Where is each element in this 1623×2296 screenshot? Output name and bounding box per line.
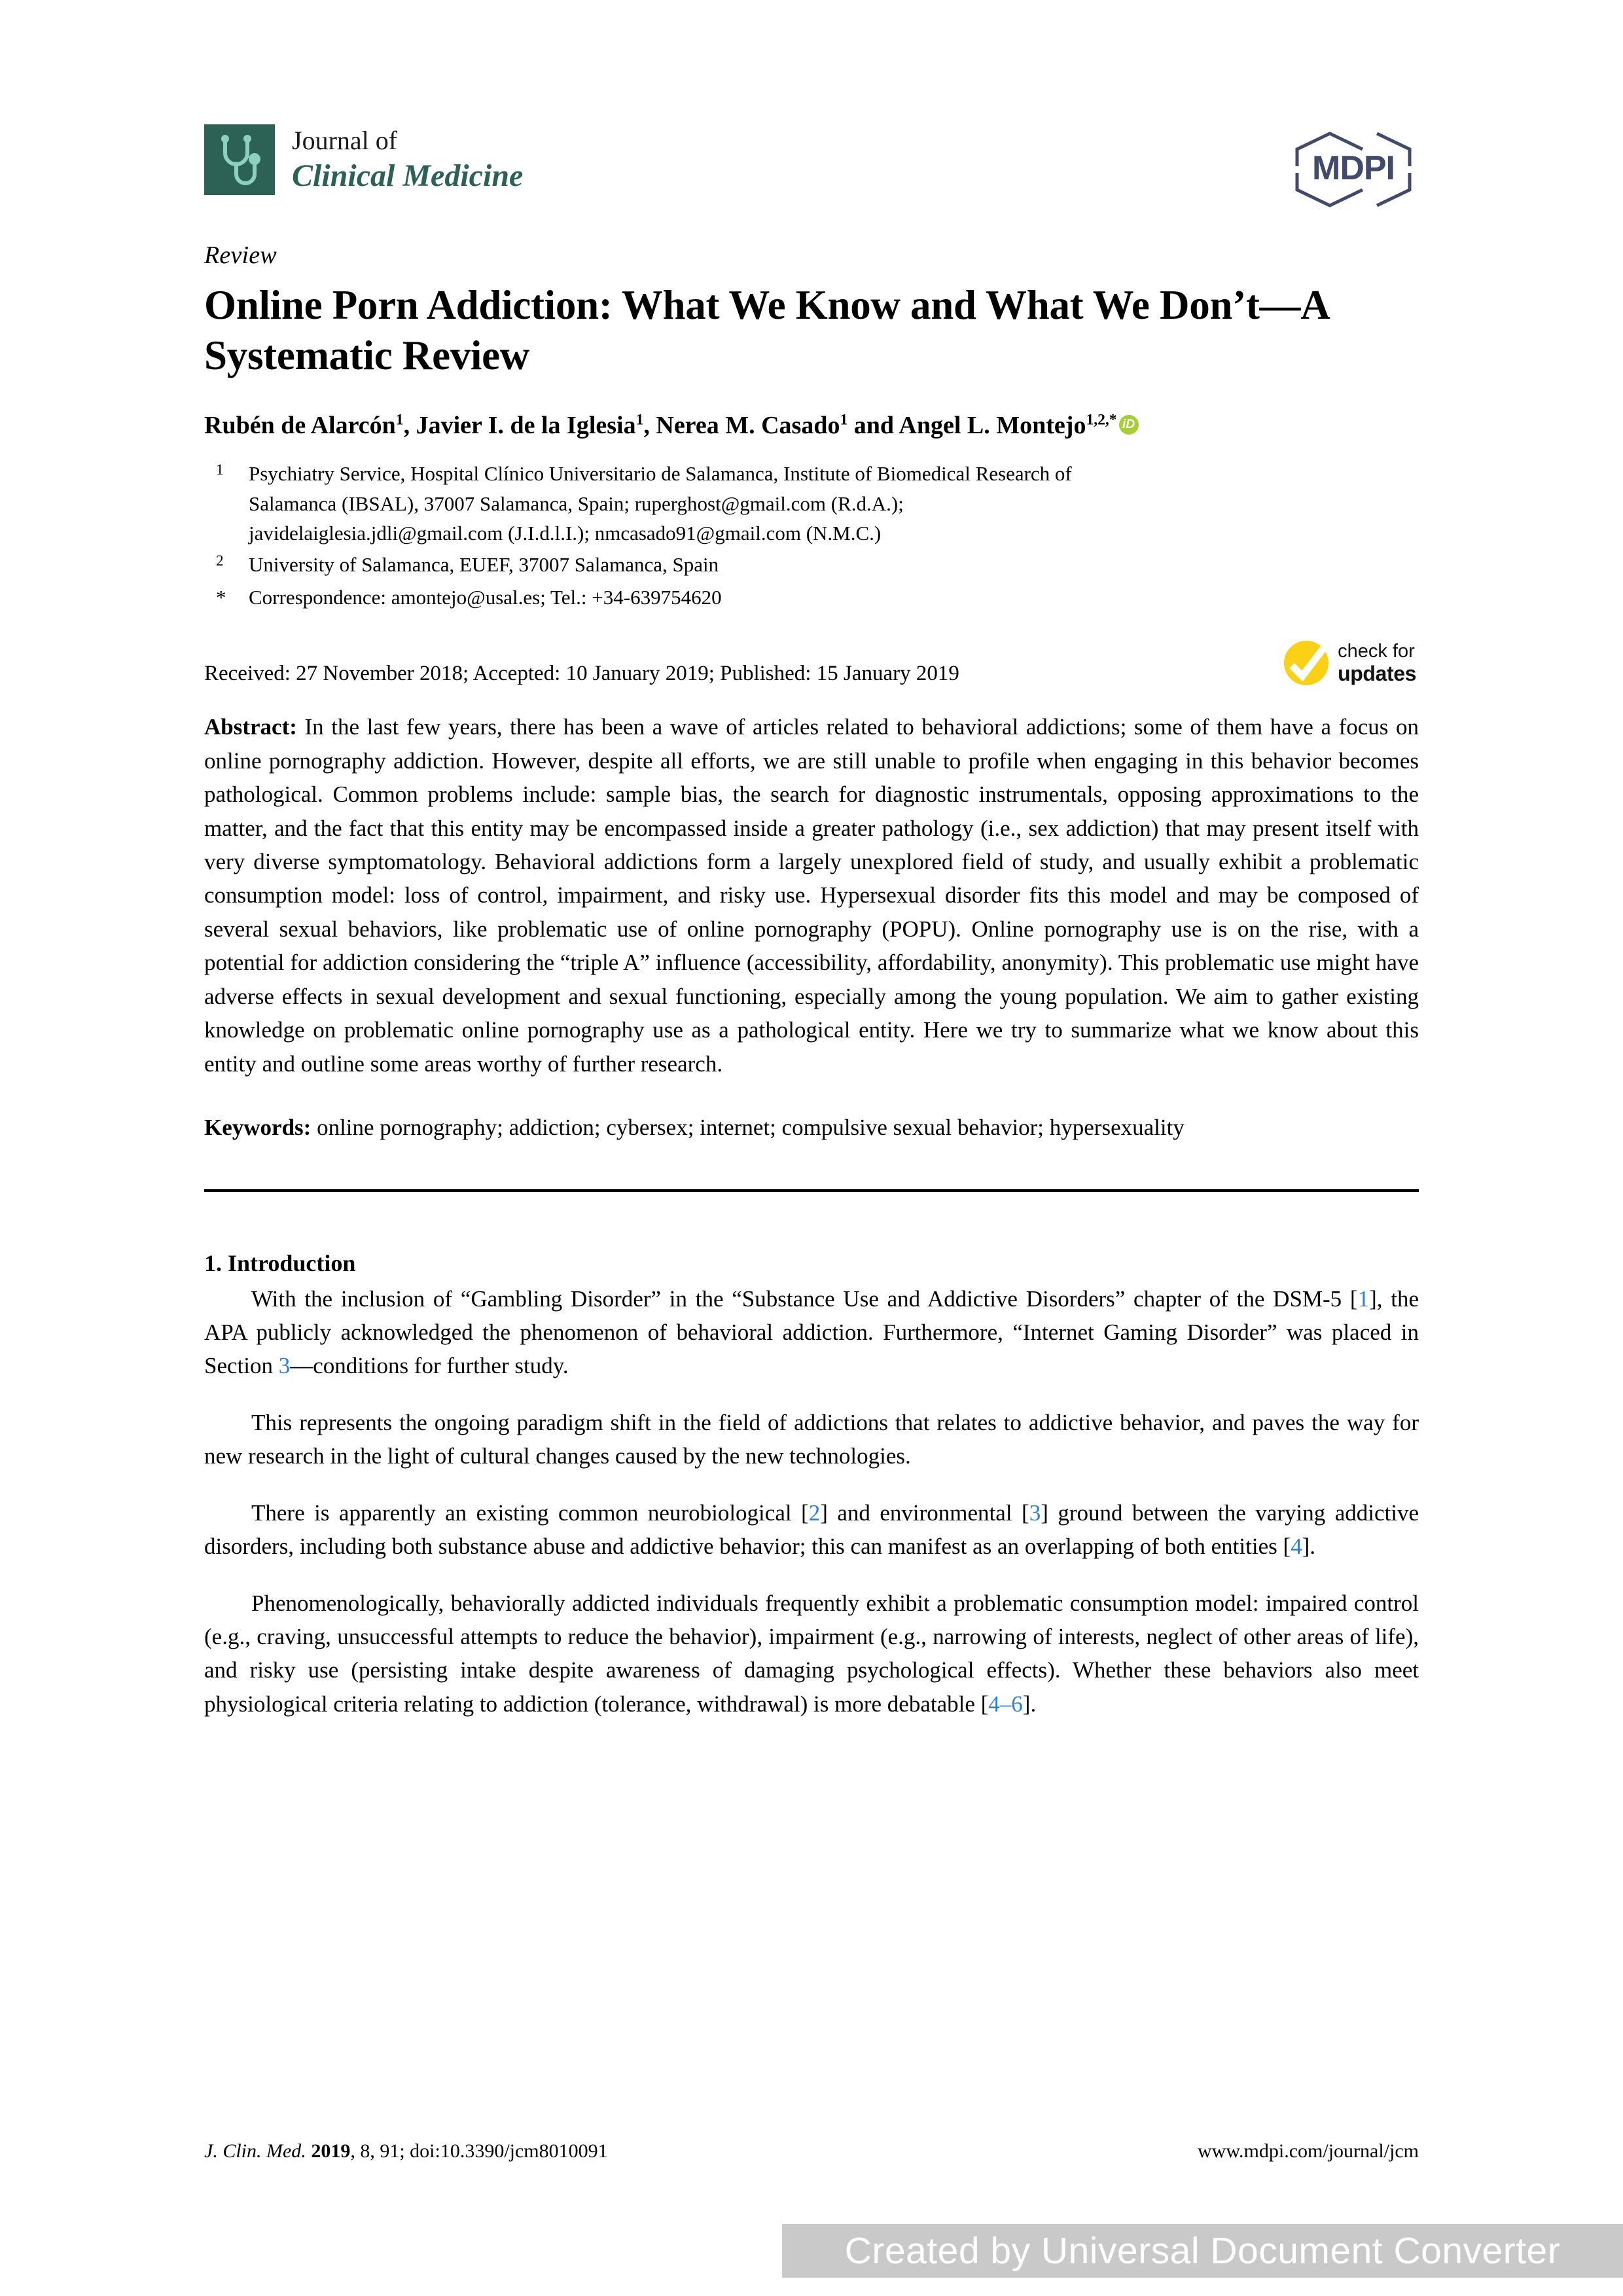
journal-name-line1: Journal of [292,125,398,155]
paragraph: This represents the ongoing paradigm shift in the field of addictions that relates to addictive behavior, and paves the way for new research in the light of cultural changes caused by the new technologies. [204,1409,1419,1469]
page-title: Online Porn Addiction: What We Know and What We Don’t—A Systematic Review [204,282,1328,378]
footer-journal-abbrev: J. Clin. Med. [204,2140,306,2162]
author-name: Nerea M. Casado [656,411,840,439]
author-affiliation-marker: 1 [395,411,404,429]
journal-brand [204,124,523,195]
affiliation-item [204,583,1419,613]
keywords-text: online pornography; addiction; cybersex; internet; compulsive sexual behavior; hypersexuality [317,1115,1185,1141]
affiliation-item [204,550,1419,581]
journal-name-line2: Clinical Medicine [292,158,524,193]
author-name: Javier I. de la Iglesia [416,411,636,439]
dates-row [204,639,1419,687]
author-affiliation-marker: 1 [635,411,644,429]
abstract [204,710,1419,1081]
paragraph: There is apparently an existing common neurobiological [2] and environmental [3] ground between the varying addictive disorders, including both substance abuse and addictive behavior; this can manifest as an overlapping of both entities [4]. [204,1499,1419,1560]
affiliation-line: javidelaiglesia.jdli@gmail.com (J.I.d.l.I.); nmcasado91@gmail.com (N.M.C.) [249,522,882,545]
citation-link[interactable]: 2 [808,1499,821,1526]
watermark-banner: Created by Universal Document Converter [782,2224,1623,2278]
article-type: Review [204,242,277,269]
author-affiliation-marker: 1,2,* [1086,411,1117,429]
author-affiliation-marker: 1 [840,411,848,429]
journal-names [292,126,523,194]
citation-link[interactable]: 1 [1357,1285,1370,1312]
footer-citation-rest: , 8, 91; doi:10.3390/jcm8010091 [350,2140,608,2162]
correspondence-line: Correspondence: amontejo@usal.es; Tel.: +34-639754620 [249,585,722,609]
paragraph: Phenomenologically, behaviorally addicted individuals frequently exhibit a problematic consumption model: impaired control (e.g., craving, unsuccessful attempts to reduce the behavior), impairment (e.g., narrowing of interests, neglect of other areas of life), and risky use (persisting intake despite awareness of damaging psychological effects). Whether these behaviors also meet physiological criteria relating to addiction (tolerance, withdrawal) is more debatable [4–6]. [204,1590,1419,1717]
keywords [204,1111,1419,1144]
footer-citation [204,2140,608,2162]
affiliation-item [204,459,1419,548]
page-footer [204,2140,1419,2162]
keywords-label: Keywords: [204,1115,312,1141]
stethoscope-icon [204,124,275,195]
author-name: Rubén de Alarcón [204,411,396,439]
affiliation-marker: 1 [216,461,224,479]
paragraph: With the inclusion of “Gambling Disorder” in the “Substance Use and Addictive Disorders” chapter of the DSM-5 [1], the APA publicly acknowledged the phenomenon of behavioral addiction. Furthermore, “Internet Gaming Disorder” was placed in Section 3—conditions for further study. [204,1285,1419,1379]
mdpi-logo [1288,130,1419,208]
affiliation-marker: 2 [216,552,224,569]
citation-link[interactable]: 4 [1291,1534,1302,1560]
footer-year: 2019 [311,2140,351,2162]
publication-dates: Received: 27 November 2018; Accepted: 10 January 2019; Published: 15 January 2019 [204,662,959,686]
crossmark-line2: updates [1338,661,1416,685]
affiliation-marker: * [216,585,226,609]
affiliation-line: University of Salamanca, EUEF, 37007 Salamanca, Spain [249,552,719,576]
masthead [204,124,1419,223]
checkmark-icon [1283,639,1330,687]
section-divider [204,1189,1419,1192]
citation-link[interactable]: 4–6 [988,1691,1023,1717]
footer-url[interactable]: www.mdpi.com/journal/jcm [1198,2140,1419,2162]
abstract-text: In the last few years, there has been a wave of articles related to behavioral addictions; some of them have a focus on online pornography addiction. However, despite all efforts, we are still unable to profile when engaging in this behavior becomes pathological. Common problems include: sample bias, the search for diagnostic instrumentals, opposing approximations to the matter, and the fact that this entity may be encompassed inside a greater pathology (i.e., sex addiction) that may present itself with very diverse symptomatology. Behavioral addictions form a largely unexplored field of study, and usually exhibit a problematic consumption model: loss of control, impairment, and risky use. Hypersexual disorder fits this model and may be composed of several sexual behaviors, like problematic use of online pornography (POPU). Online pornography use is on the rise, with a potential for addiction considering the “triple A” influence (accessibility, affordability, anonymity). This problematic use might have adverse effects in sexual development and sexual functioning, especially among the young population. We aim to gather existing knowledge on problematic online pornography use as a pathological entity. Here we try to summarize what we know about this entity and outline some areas worthy of further research. [204,714,1419,1077]
check-for-updates-text [1338,641,1416,685]
section-link[interactable]: 3 [278,1353,291,1379]
abstract-label: Abstract: [204,714,297,740]
affiliation-list [204,459,1419,612]
citation-link[interactable]: 3 [1029,1499,1041,1526]
author-list: Rubén de Alarcón$^1$, Javier I. de la Iglesia$^1$, Nerea M. Casado$^1$ and Angel L. Montejo$^{1,2,*}$ iD [204,410,1419,442]
svg-text:MDPI: MDPI [1312,149,1395,187]
orcid-icon[interactable]: iD [1119,415,1139,435]
affiliation-line: Psychiatry Service, Hospital Clínico Universitario de Salamanca, Institute of Biomedical Research of [249,462,1072,486]
section-heading-introduction: 1. Introduction [204,1249,356,1276]
check-for-updates-badge[interactable] [1283,639,1416,687]
crossmark-line1: check for [1338,640,1415,662]
page-content [204,124,1419,1744]
author-name: Angel L. Montejo [899,411,1086,439]
affiliation-text [249,459,1419,548]
affiliation-line: Salamanca (IBSAL), 37007 Salamanca, Spain; ruperghost@gmail.com (R.d.A.); [249,492,904,515]
